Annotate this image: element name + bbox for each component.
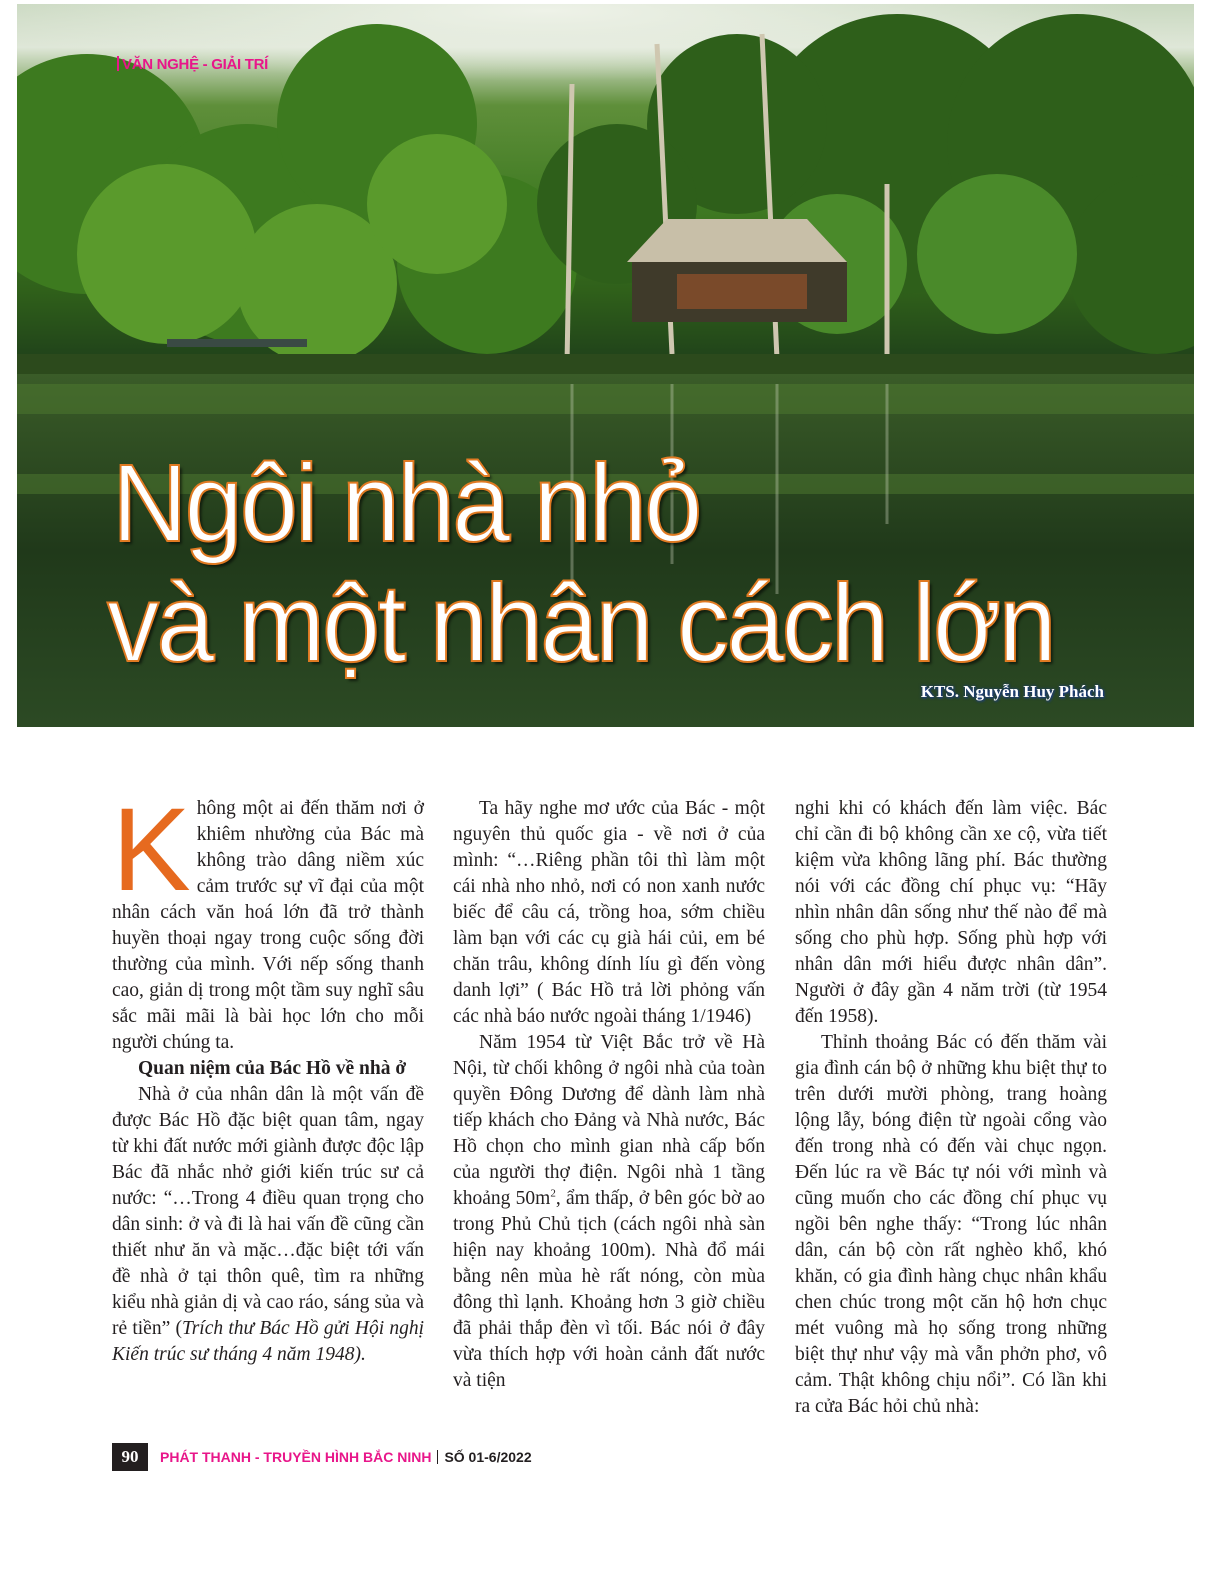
publication-name: PHÁT THANH - TRUYỀN HÌNH BẮC NINH: [160, 1449, 432, 1465]
hero-photo: [17, 4, 1194, 727]
housing-text: Nhà ở của nhân dân là một vấn đề được Bác Hồ đặc biệt quan tâm, ngay từ khi đất nước mới giành được độc lập Bác đã nhắc nhở giới kiến trúc sư cả nước: “…Trong 4 điều quan trọng cho dân sinh: ở và đi là hai vấn đề cũng cần thiết như ăn và mặc…đặc biệt tới vấn đề nhà ở tại thôn quê, tìm ra những kiểu nhà giản dị và cao ráo, sáng sủa và rẻ tiền” (: [112, 1084, 424, 1339]
subheading: Quan niệm của Bác Hồ về nhà ở: [138, 1058, 407, 1079]
article-title-line-1: Ngôi nhà nhỏ: [112, 442, 700, 565]
paragraph-dream: Ta hãy nghe mơ ước của Bác - một nguyên thủ quốc gia - về nơi ở của mình: “…Riêng phần tôi thì làm một cái nhà nho nhỏ, nơi có non xanh nước biếc để câu cá, trồng hoa, sớm chiều làm bạn với các cụ già hái củi, em bé chăn trâu, không dính líu gì đến vòng danh lợi” ( Bác Hồ trả lời phỏng vấn các nhà báo nước ngoài tháng 1/1946): [453, 798, 765, 1027]
column-2: [453, 796, 765, 1394]
section-label: [117, 56, 268, 73]
paragraph-housing: [112, 1082, 424, 1368]
superscript-2: 2: [550, 1187, 556, 1200]
paragraph-continuation: nghi khi có khách đến làm việc. Bác chỉ cần đi bộ không cần xe cộ, vừa tiết kiệm vừa không lãng phí. Bác thường nói với các đồng chí phục vụ: “Hãy nhìn nhân dân sống như thế nào để mà sống cho phù hợp. Sống phù hợp với nhân dân mới hiểu được nhân dân”. Người ở đây gần 4 năm trời (từ 1954 đến 1958).: [795, 798, 1107, 1027]
paragraph-1954-text-b: , ẩm thấp, ở bên góc bờ ao trong Phủ Chủ tịch (cách ngôi nhà sàn hiện nay khoảng 100m). Nhà đổ mái bằng nên mùa hè rất nóng, còn mùa đông thì lạnh. Khoảng hơn 3 giờ chiều đã phải thắp đèn vì tối. Bác nói ở đây vừa thích hợp với hoàn cảnh đất nước và tiện: [453, 1188, 766, 1391]
paragraph-1954: [453, 1030, 765, 1394]
page-footer: [112, 1443, 532, 1471]
section-label-text: VĂN NGHỆ - GIẢI TRÍ: [122, 56, 268, 73]
page-number: 90: [112, 1443, 148, 1471]
issue-number: SỐ 01-6/2022: [444, 1449, 532, 1465]
column-1: [112, 784, 424, 1368]
intro-paragraph: [112, 784, 424, 1056]
column-3: [795, 796, 1107, 1420]
author-byline: KTS. Nguyễn Huy Phách: [920, 682, 1104, 701]
paragraph-1954-text-a: Năm 1954 từ Việt Bắc trở về Hà Nội, từ chối không ở ngôi nhà của toàn quyền Đông Dương để dành làm nhà tiếp khách cho Đảng và Nhà nước, Bác Hồ chọn cho mình gian nhà cấp bốn của người thợ điện. Ngôi nhà 1 tầng khoảng 50m: [453, 1032, 765, 1209]
drop-cap: K: [112, 784, 191, 916]
paragraph-visits: Thỉnh thoảng Bác có đến thăm vài gia đình cán bộ ở những khu biệt thự to trên dưới mười phòng, trang hoàng lộng lẫy, bóng điện từ ngoài cổng vào đến trong nhà có đến vài chục ngọn. Đến lúc ra về Bác tự nói với mình và cũng muốn cho các đồng chí phục vụ ngồi bên nghe thấy: “Trong lúc nhân dân, cán bộ còn rất nghèo khổ, khó khăn, có gia đình hàng chục nhân khẩu chen chúc trong một căn hộ hơn chục mét vuông mà họ sống trong những biệt thự như vậy mà vẫn phởn phơ, vô cảm. Thật không chịu nổi”. Có lần khi ra cửa Bác hỏi chủ nhà:: [795, 1032, 1107, 1417]
intro-text: hông một ai đến thăm nơi ở khiêm nhường của Bác mà không trào dâng niềm xúc cảm trước sự vĩ đại của một nhân cách văn hoá lớn đã trở thành huyền thoại ngay trong cuộc sống đời thường của mình. Với nếp sống thanh cao, giản dị trong một tầm suy nghĩ sâu sắc mãi mãi là bài học lớn cho mỗi người chúng ta.: [112, 798, 424, 1053]
citation-italic: Trích thư Bác Hồ gửi Hội nghị Kiến trúc sư tháng 4 năm 1948).: [112, 1318, 424, 1365]
section-bar: [117, 56, 119, 71]
article-title-line-2: và một nhân cách lớn: [107, 562, 1054, 685]
footer-divider: [437, 1450, 438, 1464]
